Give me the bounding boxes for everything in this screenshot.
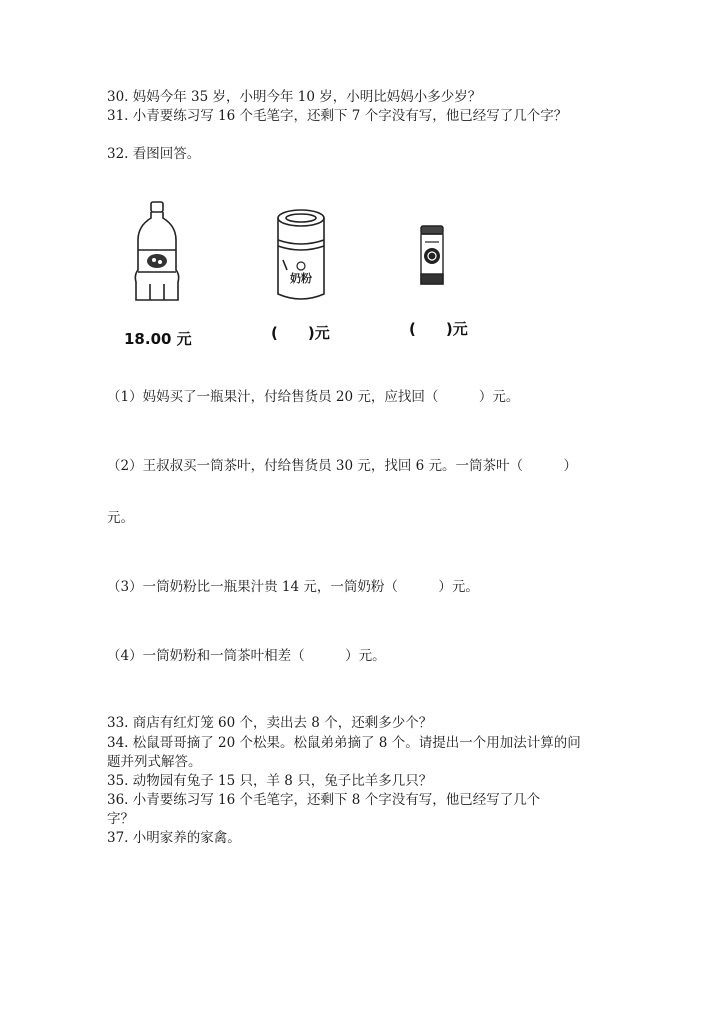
tea-price: ( )元 — [409, 320, 468, 338]
sub-question-2-continued: 元。 — [107, 510, 134, 526]
question-36-line1: 36. 小青要练习写 16 个毛笔字，还剩下 8 个字没有写，他已经写了几个 — [107, 792, 541, 808]
juice-bottle-icon — [128, 200, 186, 308]
sub-question-4: （4）一筒奶粉和一筒茶叶相差（ ）元。 — [107, 648, 386, 664]
tea-can-icon — [417, 224, 447, 288]
question-37: 37. 小明家养的家禽。 — [107, 830, 241, 846]
question-32: 32. 看图回答。 — [107, 146, 201, 162]
question-35: 35. 动物园有兔子 15 只，羊 8 只，兔子比羊多几只？ — [107, 773, 433, 789]
question-33: 33. 商店有红灯笼 60 个，卖出去 8 个，还剩多少个？ — [107, 715, 433, 731]
svg-text:奶粉: 奶粉 — [290, 272, 312, 285]
question-31: 31. 小青要练习写 16 个毛笔字，还剩下 7 个字没有写，他已经写了几个字？ — [107, 108, 568, 124]
milk-powder-can-icon — [273, 208, 329, 304]
sub-question-3: （3）一筒奶粉比一瓶果汁贵 14 元，一筒奶粉（ ）元。 — [107, 579, 479, 595]
sub-question-1: （1）妈妈买了一瓶果汁，付给售货员 20 元，应找回（ ）元。 — [107, 389, 520, 405]
question-34-line2: 题并列式解答。 — [107, 754, 202, 770]
sub-question-2: （2）王叔叔买一筒茶叶，付给售货员 30 元，找回 6 元。一筒茶叶（ ） — [107, 458, 578, 474]
question-36-line2: 字？ — [107, 811, 134, 827]
question-30: 30. 妈妈今年 35 岁，小明今年 10 岁，小明比妈妈小多少岁？ — [107, 89, 482, 105]
juice-price: 18.00 元 — [124, 330, 192, 348]
milk-powder-price: ( )元 — [271, 324, 330, 342]
question-34-line1: 34. 松鼠哥哥摘了 20 个松果。松鼠弟弟摘了 8 个。请提出一个用加法计算的问 — [107, 735, 581, 751]
